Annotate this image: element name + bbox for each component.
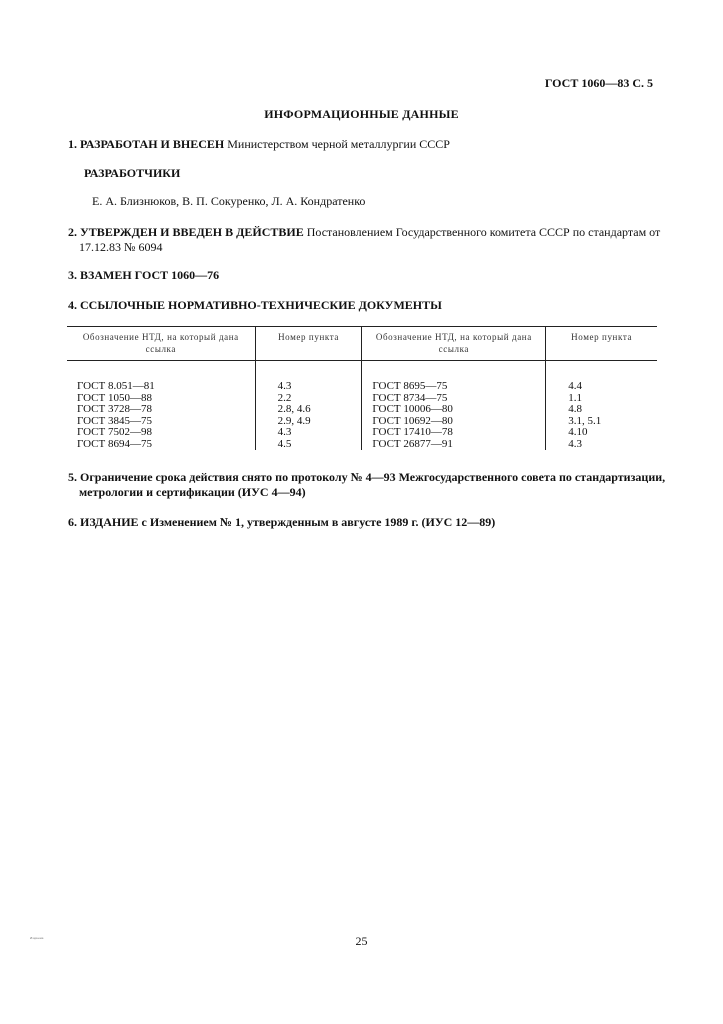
item-number-cell: 3.1, 5.1 xyxy=(568,414,602,427)
section-2 xyxy=(68,225,669,255)
developers-list: Е. А. Близнюков, В. П. Сокуренко, Л. А. Кондратенко xyxy=(92,194,366,208)
developers-heading: РАЗРАБОТЧИКИ xyxy=(84,166,181,180)
section-6: 6. ИЗДАНИЕ с Изменением № 1, утвержденным в августе 1989 г. (ИУС 12—89) xyxy=(68,515,496,529)
item-number-cell: 2.9, 4.9 xyxy=(255,416,362,428)
item-number-cell: 4.10 xyxy=(568,426,588,438)
ntd-cell: ГОСТ 3728—78 xyxy=(67,404,255,416)
item-number-cell: 2.2 xyxy=(255,393,362,405)
ntd-cell: ГОСТ 10692—80 xyxy=(362,416,546,428)
ntd-cell: ГОСТ 8734—75 xyxy=(362,393,546,405)
table-row xyxy=(67,361,657,393)
table-row xyxy=(67,439,657,451)
ntd-cell: ГОСТ 8695—75 xyxy=(362,361,546,393)
item-number-cell: 4.3 xyxy=(568,437,583,450)
ntd-cell: ГОСТ 1050—88 xyxy=(67,393,255,405)
document-title: ИНФОРМАЦИОННЫЕ ДАННЫЕ xyxy=(264,107,459,121)
table-row xyxy=(67,427,657,439)
item-number-cell: 4.4 xyxy=(568,380,583,392)
section-5 xyxy=(68,470,669,500)
item-number-cell: 4.5 xyxy=(255,439,362,451)
table-row xyxy=(67,404,657,416)
ntd-cell: ГОСТ 10006—80 xyxy=(362,404,546,416)
item-number-cell: 1.1 xyxy=(568,391,583,404)
ntd-cell: ГОСТ 17410—78 xyxy=(362,427,546,439)
item-number-cell: 4.8 xyxy=(568,403,583,415)
section-5-text: 5. Ограничение срока действия снято по протоколу № 4—93 Межгосударственного совета по стандартизации, метрологии и сертификации (ИУС 4—94) xyxy=(68,470,666,499)
section-1-text: Министерством черной металлургии СССР xyxy=(224,137,450,151)
column-header-item-2: Номер пункта xyxy=(546,327,657,361)
item-number-cell: 4.3 xyxy=(255,427,362,439)
ntd-cell: ГОСТ 3845—75 xyxy=(67,416,255,428)
section-4-heading: 4. ССЫЛОЧНЫЕ НОРМАТИВНО-ТЕХНИЧЕСКИЕ ДОКУМЕНТЫ xyxy=(68,298,442,312)
ntd-cell: ГОСТ 7502—98 xyxy=(67,427,255,439)
column-header-ntd-2: Обозначение НТД, на который дана ссылка xyxy=(362,327,546,361)
ntd-cell: ГОСТ 8.051—81 xyxy=(67,361,255,393)
reference-documents-table xyxy=(67,326,657,450)
margin-mark: Издание xyxy=(30,936,44,940)
page-header: ГОСТ 1060—83 С. 5 xyxy=(544,76,653,90)
table-header-row xyxy=(67,327,657,361)
section-2-label: 2. УТВЕРЖДЕН И ВВЕДЕН В ДЕЙСТВИЕ xyxy=(68,225,304,239)
item-number-cell: 2.8, 4.6 xyxy=(255,404,362,416)
section-3: 3. ВЗАМЕН ГОСТ 1060—76 xyxy=(68,268,220,282)
column-header-ntd-1: Обозначение НТД, на который дана ссылка xyxy=(67,327,255,361)
page-number: 25 xyxy=(355,934,368,948)
section-1-label: 1. РАЗРАБОТАН И ВНЕСЕН xyxy=(68,137,225,151)
section-1 xyxy=(68,137,658,152)
ntd-cell: ГОСТ 26877—91 xyxy=(362,439,546,451)
ntd-cell: ГОСТ 8694—75 xyxy=(67,439,255,451)
section-2-text: Постановлением Государственного комитета СССР по стандартам от 17.12.83 № 6094 xyxy=(79,225,661,254)
item-number-cell: 4.3 xyxy=(255,361,362,393)
column-header-item-1: Номер пункта xyxy=(255,327,362,361)
